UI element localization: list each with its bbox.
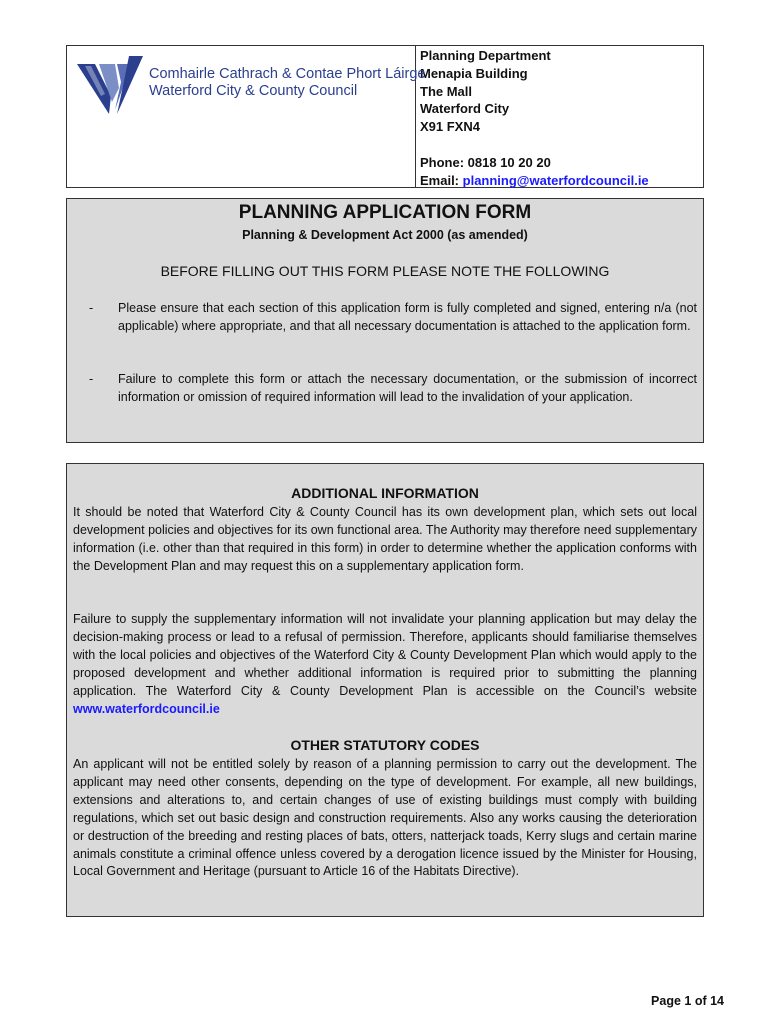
page-number: Page 1 of 14 bbox=[651, 994, 724, 1008]
statutory-codes-para: An applicant will not be entitled solely by reason of a planning permission to carry out the development. The applicant may need other consents, depending on the type of development. For example, all new buildings, extensions and alterations to, and certain changes of use of existing buildings must comply with building regulations, which set out basic design and construction requirements. Also any works causing the deterioration or destruction of the breeding and resting places of bats, otters, natterjack toads, Kerry slugs and certain marine animals constitute a criminal offence unless covered by a derogation licence issued by the Minister for Housing, Local Government and Heritage (pursuant to Article 16 of the Habitats Directive). bbox=[73, 757, 697, 879]
council-name-irish: Comhairle Cathrach & Contae Phort Láirge bbox=[149, 66, 426, 82]
email-link[interactable]: planning@waterfordcouncil.ie bbox=[462, 172, 649, 188]
additional-info-para-2 bbox=[73, 611, 697, 718]
notice-bullet bbox=[89, 370, 697, 406]
info-box bbox=[66, 463, 704, 917]
phone-number: Phone: 0818 10 20 20 bbox=[420, 154, 551, 170]
additional-info-para-1: It should be noted that Waterford City & County Council has its own development plan, which sets out local development policies and objectives for its own functional area. The Authority may therefore need supplementary information (i.e. other than that required in this form) in order to determine whether the application conforms with the Development Plan and may request this on a supplementary application form. bbox=[73, 505, 697, 573]
email-line bbox=[420, 172, 649, 190]
additional-info-heading: ADDITIONAL INFORMATION bbox=[291, 485, 479, 501]
website-link[interactable]: www.waterfordcouncil.ie bbox=[73, 701, 220, 716]
address-line: X91 FXN4 bbox=[420, 119, 480, 135]
additional-info-para-2-text: Failure to supply the supplementary information will not invalidate your planning application but may delay the decision-making process or lead to a refusal of permission. Therefore, applicants should familiarise themselves with the local policies and objectives of the Waterford City & County Development Plan which would apply to the proposed development and whether additional information is required prior to submitting the planning application. The Waterford City & County Development Plan is accessible on the Council’s website bbox=[73, 612, 697, 698]
council-name bbox=[149, 66, 425, 100]
form-subtitle: Planning & Development Act 2000 (as amended) bbox=[242, 228, 528, 242]
notice-bullet bbox=[89, 299, 697, 335]
email-label: Email: bbox=[420, 172, 460, 188]
bullet-marker: - bbox=[89, 372, 94, 386]
address-line: Menapia Building bbox=[420, 65, 528, 81]
bullet-text: Failure to complete this form or attach the necessary documentation, or the submission of incorrect information or omission of required information will lead to the invalidation of your application. bbox=[118, 372, 697, 404]
address-line: The Mall bbox=[420, 83, 473, 99]
address-block bbox=[416, 46, 649, 187]
form-notice-box bbox=[66, 198, 704, 443]
notice-heading: BEFORE FILLING OUT THIS FORM PLEASE NOTE THE FOLLOWING bbox=[160, 263, 610, 279]
council-logo-icon bbox=[75, 52, 145, 116]
council-name-english: Waterford City & County Council bbox=[149, 83, 358, 99]
bullet-text: Please ensure that each section of this application form is fully completed and signed, entering n/a (not applicable) where appropriate, and that all necessary documentation is attached to the application form. bbox=[118, 301, 697, 333]
logo-cell bbox=[67, 46, 426, 187]
address-line: Planning Department bbox=[420, 48, 551, 63]
form-title: PLANNING APPLICATION FORM bbox=[238, 202, 532, 223]
statutory-codes-heading: OTHER STATUTORY CODES bbox=[290, 737, 480, 753]
letterhead bbox=[66, 45, 704, 188]
address-line: Waterford City bbox=[420, 101, 510, 117]
bullet-marker: - bbox=[89, 301, 94, 315]
